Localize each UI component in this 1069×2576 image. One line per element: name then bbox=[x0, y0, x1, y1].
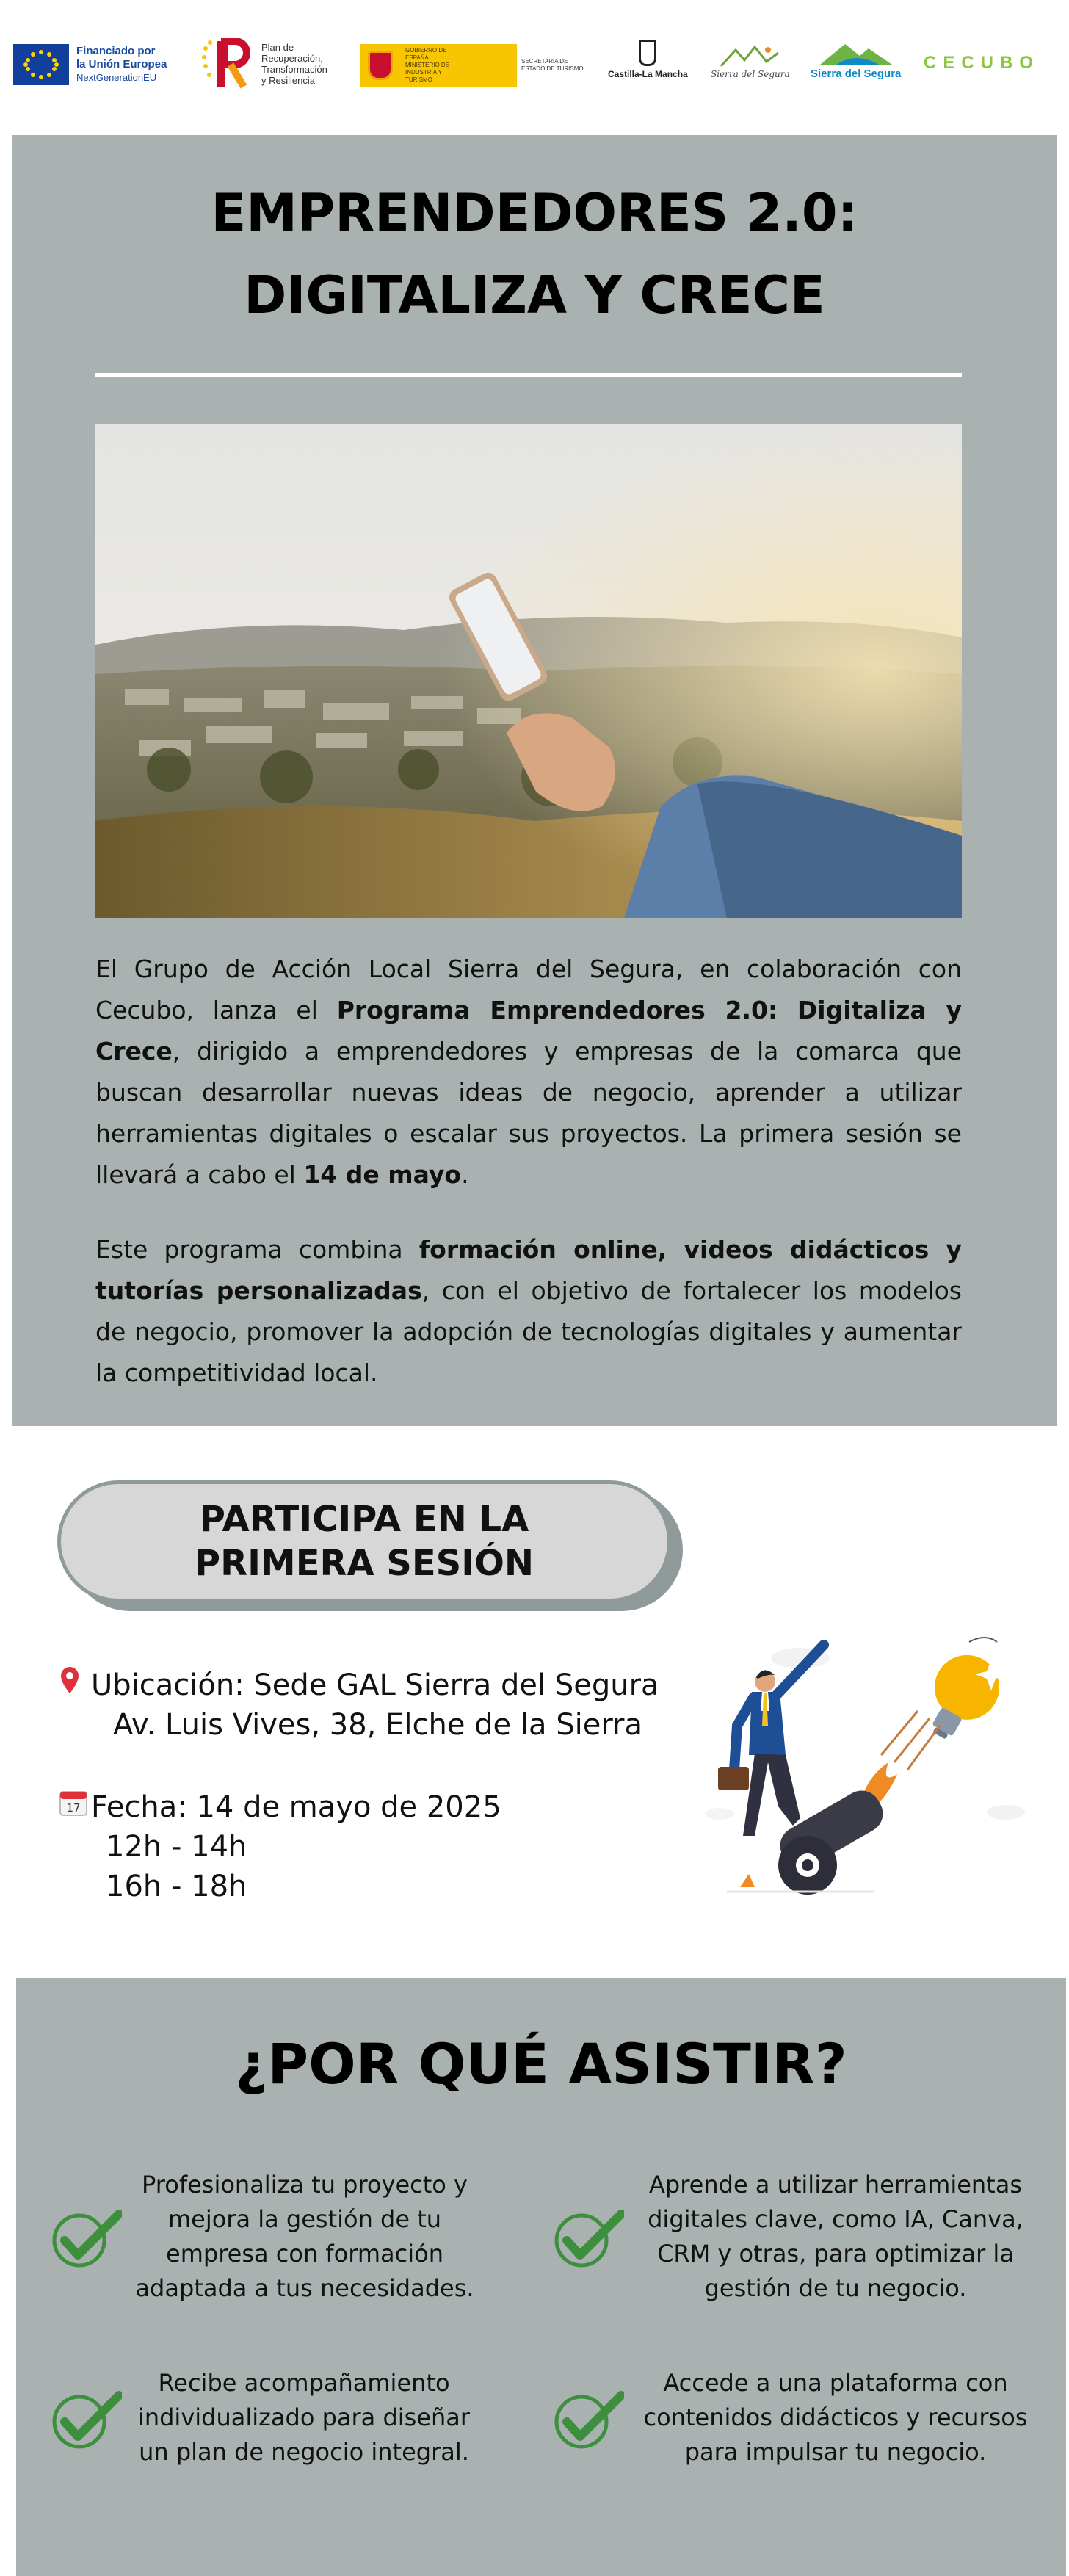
intro-p2-text-c: , con el objetivo de fortalecer los modelos de negocio, promover la adopción de tecnologías digitales y aumentar la competitividad local. bbox=[95, 1276, 962, 1387]
date-label: Fecha: 14 de mayo de 2025 bbox=[91, 1790, 501, 1824]
location-label: Ubicación: Sede GAL Sierra del Segura bbox=[91, 1668, 659, 1702]
session-heading-pill bbox=[57, 1480, 671, 1602]
logo-strip bbox=[0, 0, 1069, 132]
hero-photo bbox=[95, 424, 962, 918]
intro-section bbox=[12, 135, 1057, 1426]
title-divider bbox=[95, 373, 962, 377]
benefit-item bbox=[551, 2168, 1041, 2306]
benefit-text: Accede a una plataforma con contenidos didácticos y recursos para impulsar tu negocio. bbox=[643, 2369, 1028, 2466]
phone-in-hand-image bbox=[95, 424, 962, 918]
checkmark-icon bbox=[551, 2204, 624, 2270]
sierra-brand-text: Sierra del Segura bbox=[811, 68, 902, 80]
cecubo-logo: CECUBO bbox=[924, 53, 1040, 73]
location-block bbox=[59, 1665, 659, 1745]
clm-text: Castilla-La Mancha bbox=[608, 69, 688, 79]
sierra-brand-icon bbox=[816, 41, 896, 66]
eu-text-line1: Financiado por bbox=[76, 45, 156, 57]
benefit-text: Profesionaliza tu proyecto y mejora la gestión de tu empresa con formación adaptada a tus necesidades. bbox=[135, 2171, 474, 2302]
clm-logo bbox=[608, 40, 688, 79]
map-pin-icon bbox=[59, 1665, 91, 1705]
gobierno-box-text: GOBIERNO DE ESPAÑA MINISTERIO DE INDUSTRIA Y TURISMO bbox=[405, 47, 450, 83]
program-name: Programa Emprendedores 2.0: Digitaliza y Crece bbox=[95, 996, 962, 1066]
why-attend-section bbox=[16, 1978, 1066, 2576]
prtr-line2: Recuperación, bbox=[261, 53, 323, 64]
sierra-script-text: Sierra del Segura bbox=[711, 69, 790, 79]
intro-p1-text-a: El Grupo de Acción Local Sierra del Segura, en colaboración con Cecubo, lanza el bbox=[95, 955, 962, 1024]
calendar-icon bbox=[59, 1787, 91, 1827]
eu-flag-icon bbox=[13, 44, 69, 85]
page-title bbox=[12, 172, 1057, 336]
clm-shield-icon bbox=[639, 40, 656, 66]
prtr-mark-icon bbox=[200, 38, 253, 90]
sierra-script-logo bbox=[711, 44, 790, 79]
session-heading bbox=[195, 1497, 534, 1585]
eu-text-line3: NextGenerationEU bbox=[76, 72, 157, 83]
session-heading-line1: PARTICIPA EN LA bbox=[199, 1499, 529, 1540]
intro-p1-text-c: , dirigido a emprendedores y empresas de la comarca que buscan desarrollar nuevas ideas de negocio, aprender a utilizar herramientas digitales o escalar sus proyectos. La primera sesión se llevará a cabo el bbox=[95, 1037, 962, 1189]
checkmark-icon bbox=[48, 2385, 122, 2451]
title-line1: EMPRENDEDORES 2.0: bbox=[211, 183, 858, 243]
intro-p1-text-e: . bbox=[461, 1160, 469, 1189]
session-heading-line2: PRIMERA SESIÓN bbox=[194, 1543, 534, 1584]
why-attend-title: ¿POR QUÉ ASISTIR? bbox=[235, 2031, 847, 2096]
intro-paragraph-2 bbox=[95, 1229, 962, 1394]
sierra-mountain-icon bbox=[714, 44, 787, 69]
sierra-brand-logo bbox=[811, 41, 901, 80]
secretaria-text: SECRETARÍA DE ESTADO DE TURISMO bbox=[521, 58, 584, 72]
checkmark-icon bbox=[551, 2385, 624, 2451]
program-formats: formación online, videos didácticos y tutorías personalizadas bbox=[95, 1235, 962, 1305]
prtr-line3: Transformación bbox=[261, 64, 327, 75]
checkmark-icon bbox=[48, 2204, 122, 2270]
benefit-item bbox=[48, 2366, 480, 2470]
session-date-highlight: 14 de mayo bbox=[303, 1160, 462, 1189]
benefit-item bbox=[48, 2168, 477, 2306]
gobierno-logo bbox=[360, 44, 592, 87]
eu-logo bbox=[13, 44, 167, 85]
intro-p2-text-a: Este programa combina bbox=[95, 1235, 419, 1264]
prtr-line1: Plan de bbox=[261, 42, 294, 53]
benefit-text: Aprende a utilizar herramientas digitales clave, como IA, Canva, CRM y otras, para optimizar la gestión de tu negocio. bbox=[648, 2171, 1023, 2302]
prtr-logo bbox=[200, 38, 327, 90]
benefit-item bbox=[551, 2366, 1041, 2470]
benefit-text: Recibe acompañamiento individualizado para diseñar un plan de negocio integral. bbox=[137, 2369, 471, 2466]
time-slot-2: 16h - 18h bbox=[106, 1870, 247, 1903]
intro-paragraph-1 bbox=[95, 949, 962, 1195]
title-line2: DIGITALIZA Y CRECE bbox=[244, 265, 825, 325]
location-address: Av. Luis Vives, 38, Elche de la Sierra bbox=[113, 1708, 643, 1742]
date-block bbox=[59, 1787, 501, 1906]
prtr-line4: y Resiliencia bbox=[261, 75, 315, 86]
svg-text:17: 17 bbox=[66, 1801, 81, 1815]
time-slot-1: 12h - 14h bbox=[106, 1830, 247, 1864]
cannon-lightbulb-illustration bbox=[697, 1616, 1035, 1909]
eu-text-line2: la Unión Europea bbox=[76, 58, 167, 70]
spain-shield-icon bbox=[360, 44, 401, 87]
